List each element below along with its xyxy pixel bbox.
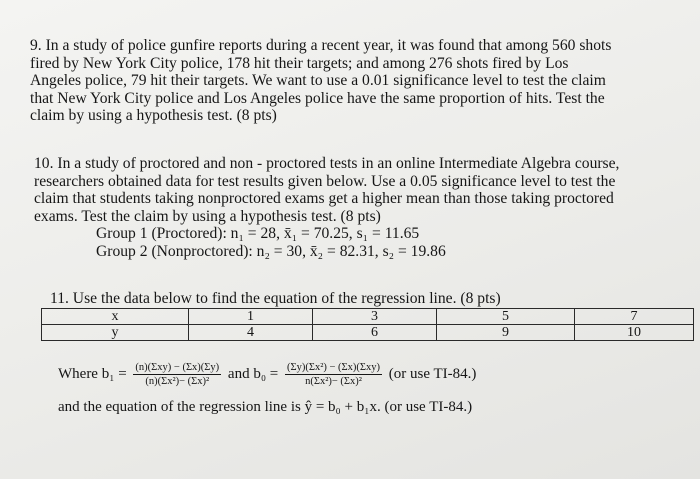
table-row-y — [42, 325, 694, 341]
question-10-line: claim that students taking nonproctored exams get a higher mean than those taking proctored — [34, 190, 614, 208]
x-value-cell: 5 — [437, 309, 575, 325]
formula-and-b0: and b₀ = — [227, 366, 279, 382]
question-11-title — [50, 290, 501, 308]
x-value-cell: 7 — [575, 309, 694, 325]
regression-line-note: and the equation of the regression line is ŷ = b₀ + b₁x. (or use TI-84.) — [58, 399, 473, 415]
group-2-stats: Group 2 (Nonproctored): n₂ = 30, x̄₂ = 82.31, s₂ = 19.86 — [96, 242, 446, 260]
group-1-stats: Group 1 (Proctored): n₁ = 28, x̄₁ = 70.25, s₁ = 11.65 — [96, 225, 420, 243]
y-value-cell: 4 — [189, 325, 313, 341]
question-11-text: 11. Use the data below to find the equation of the regression line. (8 pts) — [50, 290, 501, 307]
formula-where-b1: Where b₁ = — [58, 366, 127, 382]
b0-numerator: (Σy)(Σx²) − (Σx)(Σxy) — [287, 362, 381, 373]
b0-denominator: n(Σx²)− (Σx)² — [305, 376, 362, 387]
b1-fraction — [133, 362, 221, 387]
question-10 — [34, 155, 619, 261]
question-9-line: fired by New York City police, 178 hit their targets; and among 276 shots fired by Los — [30, 54, 569, 72]
question-10-line: researchers obtained data for test results given below. Use a 0.05 significance level to test the — [34, 172, 616, 190]
question-9-line: claim by using a hypothesis test. (8 pts) — [30, 107, 277, 125]
table-row-x — [42, 309, 694, 325]
b1-numerator: (n)(Σxy) − (Σx)(Σy) — [135, 362, 220, 373]
y-value-cell: 9 — [437, 325, 575, 341]
formula-ti-note: (or use TI-84.) — [388, 366, 477, 382]
b1-denominator: (n)(Σx²)− (Σx)² — [145, 376, 210, 387]
y-header-cell: y — [42, 325, 189, 341]
question-9-line: that New York City police and Los Angeles police have the same proportion of hits. Test the — [30, 89, 605, 107]
regression-formula — [58, 362, 476, 387]
question-10-line: exams. Test the claim by using a hypothesis test. (8 pts) — [34, 207, 381, 225]
regression-data-table — [41, 308, 694, 341]
x-value-cell: 1 — [189, 309, 313, 325]
question-9 — [30, 37, 611, 125]
y-value-cell: 10 — [575, 325, 694, 341]
x-header-cell: x — [42, 309, 189, 325]
y-value-cell: 6 — [313, 325, 437, 341]
b0-fraction — [285, 362, 382, 387]
question-10-line: 10. In a study of proctored and non - proctored tests in an online Intermediate Algebra course, — [34, 155, 620, 172]
x-value-cell: 3 — [313, 309, 437, 325]
question-9-line: Angeles police, 79 hit their targets. We want to use a 0.01 significance level to test the claim — [30, 72, 606, 90]
question-9-line: 9. In a study of police gunfire reports during a recent year, it was found that among 560 shots — [30, 37, 612, 54]
